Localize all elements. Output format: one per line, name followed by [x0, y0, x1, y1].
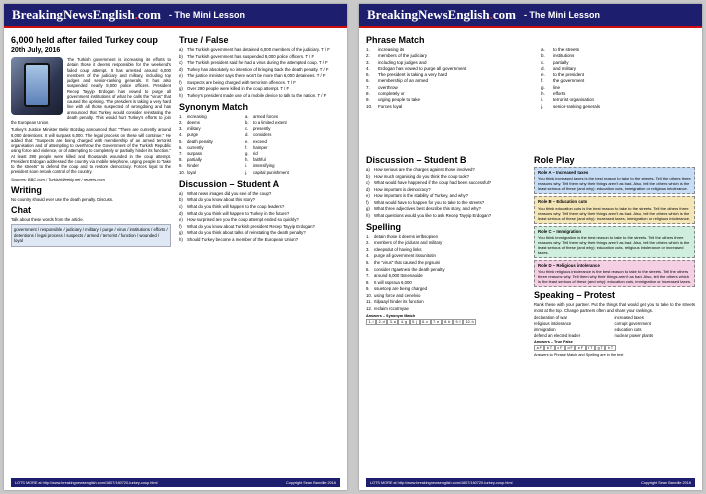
phrase-match-text: Erdogan has vowed to purge all government: [378, 65, 467, 71]
synonym-cell: 5.: [179, 138, 183, 144]
synonym-cell: exceed: [253, 138, 267, 144]
footer-copyright: Copyright Sean Banville 2016: [285, 480, 336, 485]
tf-item: [179, 67, 340, 73]
phrase-match-text: Forces loyal: [378, 103, 403, 109]
left-column: [11, 32, 171, 474]
synonym-cell: hamper: [253, 144, 268, 150]
phrase-match-text: membership of an armed: [378, 78, 429, 84]
discussion-question-num: b): [366, 173, 370, 179]
speaking-item: increased taxes: [614, 314, 644, 320]
spelling-item: [366, 253, 526, 259]
answer-cell: h T: [605, 345, 615, 351]
discussion-question: [366, 167, 526, 173]
discussion-question-num: g): [179, 230, 183, 236]
phrase-match-text: to the president: [553, 72, 585, 78]
spelling-item: [366, 293, 526, 299]
role-card: [534, 167, 695, 194]
tf-item-num: e): [179, 73, 183, 79]
discussion-question-text: What do you think about talks of reinstating the death penalty?: [187, 230, 306, 236]
answer-cell: f T: [586, 345, 595, 351]
spelling-item-num: 8.: [366, 279, 370, 285]
discussion-question-text: What do you think will happen to Turkey in the future?: [187, 210, 290, 216]
tf-item-num: a): [179, 47, 183, 52]
discussion-question: [179, 237, 340, 243]
phrase-match-num: j.: [541, 103, 544, 109]
discussion-question-num: c): [179, 203, 183, 209]
tf-item: [179, 54, 340, 60]
synonym-cell: e.: [245, 138, 249, 144]
speaking-item: immigration: [534, 326, 556, 332]
answer-cell: 6. c: [420, 319, 431, 325]
phrase-match-num: 5.: [366, 72, 370, 78]
spelling-item-num: 4.: [366, 253, 370, 259]
answer-cell: a F: [534, 345, 544, 351]
phrase-match-num: e.: [541, 72, 545, 78]
synonym-cell: presently: [253, 126, 271, 132]
phrase-match-text: terrorist organisation: [553, 97, 595, 103]
synonym-cell: rid: [253, 150, 258, 156]
synonym-cell: i.: [245, 163, 248, 169]
footer-link[interactable]: LOTS MORE at http://www.breakingnewsenglish.com/1607/160720-turkey-coup.html: [370, 480, 513, 485]
synonym-cell: 10.: [179, 169, 185, 175]
footer-link[interactable]: LOTS MORE at http://www.breakingnewsenglish.com/1607/160720-turkey-coup.html: [15, 480, 158, 485]
article-photo: [11, 57, 63, 115]
tf-item-num: h): [179, 93, 183, 99]
spelling-list: [366, 234, 526, 312]
discussion-question-num: a): [366, 167, 370, 172]
discussion-b-title: Discussion – Student B: [366, 155, 467, 165]
left-right-column: [179, 32, 340, 474]
phrase-match-num: 9.: [366, 97, 370, 103]
spelling-item-text: reclaim rccotmyae: [374, 305, 409, 311]
phrase-match-num: 1.: [366, 47, 370, 52]
role-title: Role A – Increased taxes: [538, 170, 589, 175]
answer-cell: 7. e: [431, 319, 442, 325]
phrase-match-num: 7.: [366, 84, 370, 90]
phrase-match-text: the government: [553, 78, 585, 84]
tf-item: [179, 93, 340, 99]
answer-cell: g T: [595, 345, 605, 351]
tf-item-text: The justice minister says there won't be more than 6,000 detainees. T / F: [187, 73, 326, 79]
discussion-b-list: [366, 167, 526, 219]
phrase-match-text: urging people to take: [378, 97, 421, 103]
spelling-item: [366, 299, 526, 305]
article-paragraph: The Turkish government is increasing its efforts to detain those it deems responsible for the weekend's failed coup attempt. It has arrested around 6,000 members of the judiciary and military, including top judges and senior-ranking generals. It has also suspended nearly 8,000 police officers. President Recep Tayyip Erdogan has vowed to purge all government institutions of what he calls the "virus" that caused the uprising. The president is taking a very hard line with all those suspected of wrongdoing and has announced that Turkey would consider reinstating the death penalty. This would hurt Turkey's efforts to join the European Union.: [11, 57, 171, 125]
spelling-title: Spelling: [366, 221, 402, 232]
synonym-cell: to a limited extent: [253, 119, 287, 125]
answer-cell: 4. g: [398, 319, 409, 325]
discussion-question: [366, 200, 526, 206]
spelling-item-text: rdeepsdut of having links: [374, 246, 422, 252]
right-footer: [366, 478, 695, 487]
discussion-question-num: h): [179, 236, 183, 242]
spelling-item-num: 1.: [366, 233, 370, 239]
answer-cell: 2. d: [376, 319, 387, 325]
phrase-match-text: partially: [553, 59, 569, 65]
discussion-question: [366, 213, 526, 219]
spelling-item: [366, 306, 526, 312]
synonym-title: Synonym Match: [179, 101, 249, 112]
tf-list: [179, 47, 340, 99]
synonym-cell: capital punishment: [253, 169, 289, 175]
answers-synonym: Answers – Synonym Match 1. i 2. d 3. a 4. g 5. j 6. c 7. e 8. b 9. f 10. h: [366, 314, 526, 325]
discussion-question-text: What would have happened if the coup had been successful?: [374, 180, 492, 186]
spelling-item: [366, 247, 526, 253]
footer-copyright: Copyright Sean Banville 2016: [640, 480, 691, 485]
phrase-match-table: [366, 47, 695, 110]
phrase-match-num: i.: [541, 97, 544, 103]
synonym-cell: 2.: [179, 119, 183, 125]
tf-item: [179, 60, 340, 66]
phrase-match-text: members of the judiciary: [378, 53, 428, 59]
discussion-a-list: [179, 191, 340, 243]
synonym-cell: partially: [187, 157, 202, 163]
phrase-match-text: senior-ranking generals: [553, 103, 601, 109]
phrase-match-num: c.: [541, 59, 545, 65]
discussion-question-text: How important is democracy?: [374, 186, 431, 192]
synonym-grid: [179, 114, 340, 176]
synonym-cell: j.: [245, 169, 248, 175]
phrase-match-num: 10.: [366, 103, 373, 109]
writing-title: Writing: [11, 184, 42, 195]
spelling-item-num: 11.: [366, 299, 372, 305]
discussion-question-text: What three adjectives best describe this story, and why?: [374, 206, 481, 212]
speaking-list: [534, 315, 695, 339]
phrase-match-title: Phrase Match: [366, 35, 425, 45]
synonym-cell: 1.: [179, 113, 183, 119]
discussion-a-title: Discussion – Student A: [179, 178, 280, 189]
discussion-question: [366, 180, 526, 186]
synonym-cell: surpass: [187, 150, 203, 156]
chat-title: Chat: [11, 204, 31, 215]
phrase-match-num: f.: [541, 78, 544, 84]
chat-word-box: government / responsible / judiciary / military / purge / virus / institutions / efforts / detentions / legal process / suspects / armed / terrorist / function / wounded / loyal: [11, 224, 171, 247]
spelling-item-num: 3.: [366, 246, 370, 252]
spelling-item-text: rtilpaayl hinder its function: [374, 299, 424, 305]
spelling-item-text: ssuetcep are being charged: [374, 286, 428, 292]
role-text: You think increased taxes is the best reason to take to the streets. Tell the others three reasons why. Tell them why their things aren't as bad. Also, tell the others which is the least serious of these (and why): education cuts, immigration or religious intolerance.: [538, 176, 691, 192]
speaking-title: Speaking – Protest: [534, 290, 616, 301]
spelling-item-text: members of the jcidurar and military: [374, 240, 443, 246]
answer-cell: 5. j: [410, 319, 420, 325]
answer-cell: c F: [555, 345, 565, 351]
synonym-cell: increasing: [187, 113, 207, 119]
right-page: [359, 4, 702, 490]
synonym-cell: purge: [187, 132, 198, 138]
synonym-cell: 6.: [179, 144, 183, 150]
synonym-cell: hinder: [187, 163, 199, 169]
spelling-item: [366, 234, 526, 240]
tf-title: True / False: [179, 35, 229, 45]
speaking-intro: Rank these with your partner. Put the things that would get you to take to the streets most at the top. Change partners often and share your rankings.: [534, 302, 695, 313]
tf-item: [179, 86, 340, 92]
article-paragraph: Turkey's Justice Minister Bekir Bozdag announced that: "There are currently around 6,000 detentions. It will surpass 6,000. The legal process on these will continue." He added that: "Suspects are being charged with membership of an armed terrorist organisation and of attempting to overthrow the Government of the Turkish Republic using force and violence, or of attempting to completely or partially hinder its function." At least 290 people were killed and thousands wounded in the coup attempt. President Erdogan addressed the country via mobile telephone, urging people to "take to the streets" to defend the coup and to restore democracy. Forces loyal to the president soon retook control of the country.: [11, 127, 171, 175]
discussion-question-num: d): [179, 210, 183, 216]
answer-cell: e F: [575, 345, 585, 351]
speaking-item: education cuts: [614, 326, 642, 332]
speaking-item: corrupt government: [614, 320, 651, 326]
discussion-question-num: e): [366, 193, 370, 199]
spelling-item-num: 2.: [366, 240, 370, 246]
answers-tf-grid: [534, 345, 695, 351]
role-card: [534, 260, 695, 287]
tf-item-text: Over 290 people were killed in the coup attempt. T / F: [187, 86, 290, 92]
synonym-cell: armed forces: [253, 113, 279, 119]
phrase-match-num: 6.: [366, 78, 370, 84]
phrase-match-num: 2.: [366, 53, 370, 59]
spelling-item: [366, 286, 526, 292]
discussion-question-text: What do you know about this story?: [187, 197, 256, 203]
chat-intro: Talk about these words from the article.: [11, 216, 84, 222]
tf-item-num: c): [179, 60, 183, 66]
discussion-question: [179, 217, 340, 223]
phrase-match-text: efforts: [553, 91, 566, 97]
synonym-cell: a.: [245, 113, 249, 119]
answers-synonym-grid: [366, 319, 526, 325]
discussion-question-num: e): [179, 217, 183, 223]
answer-cell: 9. f: [453, 319, 463, 325]
tf-item-text: The Turkish government has detained 6,000 members of the judiciary. T / F: [187, 47, 330, 52]
synonym-cell: currently: [187, 144, 204, 150]
tf-item-text: Turkey has absolutely no intention of bringing back the death penalty. T / F: [187, 66, 329, 72]
synonym-cell: 3.: [179, 126, 183, 132]
synonym-cell: military: [187, 126, 201, 132]
spelling-item-text: using force and cenelvio: [374, 292, 421, 298]
synonym-cell: b.: [245, 119, 249, 125]
tf-item: [179, 73, 340, 79]
synonym-cell: 8.: [179, 157, 183, 163]
discussion-question-text: What do you think will happen to the coup leaders?: [187, 203, 285, 209]
article-headline: 6,000 held after failed Turkey coup: [11, 35, 158, 45]
spelling-item-num: 9.: [366, 286, 370, 292]
spelling-item: [366, 267, 526, 273]
role-title: Role D – Religious intolerance: [538, 263, 600, 269]
phrase-match-num: d.: [541, 65, 545, 71]
speaking-item: religious intolerance: [534, 320, 572, 326]
discussion-question: [366, 174, 526, 180]
spelling-item-text: purge all government itssunitotin: [374, 253, 436, 259]
synonym-cell: h.: [245, 157, 249, 163]
article-date: 20th July, 2016: [11, 47, 61, 54]
tf-item-num: d): [179, 66, 183, 72]
tf-item-text: The Turkish president said he had a virus during the attempted coup. T / F: [187, 60, 328, 66]
discussion-question-num: b): [179, 197, 183, 203]
phrase-match-num: 3.: [366, 59, 370, 65]
tf-item-text: Suspects are being charged with terrorism offences. T / F: [187, 79, 296, 85]
phrase-match-num: 8.: [366, 91, 370, 97]
synonym-cell: faithful: [253, 157, 266, 163]
discussion-question-num: f): [366, 199, 369, 205]
synonym-cell: loyal: [187, 169, 196, 175]
synonym-cell: d.: [245, 132, 249, 138]
discussion-question: [179, 204, 340, 210]
answer-cell: 8. b: [442, 319, 453, 325]
phrase-match-text: increasing its: [378, 47, 405, 52]
phrase-match-left: [366, 47, 501, 110]
phrase-match-row: [366, 104, 501, 110]
discussion-question-num: a): [179, 190, 183, 196]
discussion-question-num: d): [366, 186, 370, 192]
right-right-column: [534, 152, 695, 474]
spelling-item-num: 5.: [366, 259, 370, 265]
speaking-item: defend an elected leader: [534, 332, 581, 338]
tf-item: [179, 47, 340, 53]
answers-note: Answers to Phrase Match and Spelling are in the text: [534, 353, 624, 358]
speaking-item: declaration of war: [534, 314, 568, 320]
speaking-item: nuclear power plants: [614, 332, 654, 338]
role-text: You think immigration is the best reason to take to the streets. Tell the others three reasons why. Tell them why their things aren't as bad. Also, tell the others which is the least serious of these (and why): education cuts, religious intolerance or increased taxes.: [538, 235, 690, 256]
discussion-question-text: What news images did you see of the coup?: [187, 190, 272, 196]
left-page: [4, 4, 347, 490]
discussion-question-num: c): [366, 180, 370, 186]
writing-text: No country should ever use the death penalty. Discuss.: [11, 196, 114, 202]
synonym-cell: g.: [245, 150, 249, 156]
brand-logo: BreakingNewsEnglish.com: [367, 7, 516, 22]
spelling-item-text: around 6,000 ttsnenaoide: [374, 273, 423, 279]
phrase-match-right: [501, 47, 651, 110]
spelling-item-text: consider rtgaetnesi the death penalty: [374, 266, 445, 272]
discussion-question: [366, 187, 526, 193]
discussion-question-text: Should Turkey become a member of the European Union?: [187, 236, 299, 242]
discussion-question: [179, 224, 340, 230]
header-banner: [359, 4, 702, 28]
role-title: Role B – Education cuts: [538, 199, 588, 205]
role-play-title: Role Play: [534, 155, 575, 165]
phrase-match-section: [366, 32, 695, 150]
phrase-match-num: g.: [541, 84, 545, 90]
spelling-item-num: 7.: [366, 273, 370, 279]
phrase-match-text: completely or: [378, 91, 405, 97]
synonym-cell: f.: [245, 144, 248, 150]
discussion-question-text: How much organising do you think the coup took?: [374, 173, 470, 179]
answer-cell: d F: [565, 345, 575, 351]
phrase-match-num: h.: [541, 91, 545, 97]
article-sources: Sources: BBC.com / TurkishWeekly.net / reuters.com: [11, 176, 105, 182]
spelling-item-num: 12.: [366, 305, 372, 311]
phrase-match-row: [541, 104, 651, 110]
banner-subtitle: - The Mini Lesson: [168, 10, 245, 20]
phrase-match-text: institutions: [553, 53, 575, 59]
spelling-item: [366, 280, 526, 286]
discussion-question-num: f): [179, 223, 182, 229]
spelling-item-text: It will sspsrua 6,000: [374, 279, 412, 285]
role-card: [534, 196, 695, 223]
phrase-match-num: b.: [541, 53, 545, 59]
discussion-question-text: What would have to happen for you to take to the streets?: [374, 199, 485, 205]
discussion-question: [179, 230, 340, 236]
synonym-cell: considers: [253, 132, 272, 138]
synonym-cell: 4.: [179, 132, 183, 138]
discussion-question-num: g): [366, 206, 370, 212]
synonym-cell: c.: [245, 126, 249, 132]
phrase-match-num: a.: [541, 47, 545, 52]
synonym-cell: intensifying: [253, 163, 275, 169]
discussion-question: [179, 197, 340, 203]
discussion-question-text: What do you know about Turkish president Recep Tayyip Erdogan?: [187, 223, 315, 229]
spelling-item-text: detain those it deems ierlbsopsen: [374, 233, 439, 239]
right-left-column: [366, 152, 526, 474]
answer-cell: 3. a: [387, 319, 398, 325]
tf-item-num: b): [179, 53, 183, 59]
synonym-cell: death penalty: [187, 138, 213, 144]
spelling-item: [366, 273, 526, 279]
phrase-match-text: line: [553, 84, 561, 90]
discussion-question-text: How serious are the charges against those involved?: [374, 167, 475, 172]
discussion-question-num: h): [366, 213, 370, 219]
role-text: You think education cuts is the best reason to take to the streets. Tell the others three reasons why. Tell them why their things aren't as bad. Also, tell the others which is the least serious of these (and why): increased taxes, immigration or religious intolerance.: [538, 205, 691, 221]
discussion-question: [366, 193, 526, 199]
tf-item-text: Turkey's president made use of a mobile device to talk to the nation. T / F: [187, 93, 327, 99]
synonym-cell: 9.: [179, 163, 183, 169]
phrase-match-num: 4.: [366, 65, 370, 71]
spelling-item-text: the "virus" that caused the prgsuini: [374, 259, 441, 265]
tf-item-num: f): [179, 79, 182, 85]
phrase-match-text: and military: [553, 65, 577, 71]
role-card: [534, 226, 695, 258]
answers-tf: Answers – True False a F b T c F d F e F f T g T h T Answers to Phrase Match and Spelling are in the text: [534, 340, 695, 357]
spelling-item-num: 10.: [366, 292, 372, 298]
spelling-item: [366, 240, 526, 246]
answer-cell: 10. h: [463, 319, 476, 325]
phrase-match-text: to the streets: [553, 47, 580, 52]
tf-item-num: g): [179, 86, 183, 92]
spelling-item-num: 6.: [366, 266, 370, 272]
discussion-question: [179, 211, 340, 217]
phrase-match-text: overthrow: [378, 84, 398, 90]
brand-logo: BreakingNewsEnglish.com: [12, 7, 161, 22]
discussion-question-text: What questions would you like to ask Recep Tayyip Erdogan?: [374, 213, 492, 219]
banner-subtitle: - The Mini Lesson: [523, 10, 600, 20]
header-banner: [4, 4, 347, 28]
role-text: You think religious intolerance is the best reason to take to the streets. Tell the others three reasons why. Tell them why their things aren't as bad. Also, tell the others which is the least serious of these (and why): education cuts, immigration or increased taxes.: [538, 269, 691, 285]
role-list: [534, 167, 695, 287]
tf-item-text: The Turkish government has suspended 8,000 police officers. T / F: [187, 53, 315, 59]
discussion-question: [179, 191, 340, 197]
role-title: Role C – Immigration: [538, 228, 581, 234]
left-footer: [11, 478, 340, 487]
spelling-item: [366, 260, 526, 266]
tf-item: [179, 80, 340, 86]
phrase-match-text: The president is taking a very hard: [378, 72, 448, 78]
answer-cell: b T: [544, 345, 554, 351]
synonym-cell: 7.: [179, 150, 183, 156]
synonym-cell: deems: [187, 119, 200, 125]
discussion-question: [366, 206, 526, 212]
answer-cell: 1. i: [366, 319, 376, 325]
discussion-question-text: How surprised are you the coup attempt ended so quickly?: [187, 217, 299, 223]
phrase-match-text: including top judges and: [378, 59, 427, 65]
discussion-question-text: How important is the stability of Turkey, and why?: [374, 193, 469, 199]
